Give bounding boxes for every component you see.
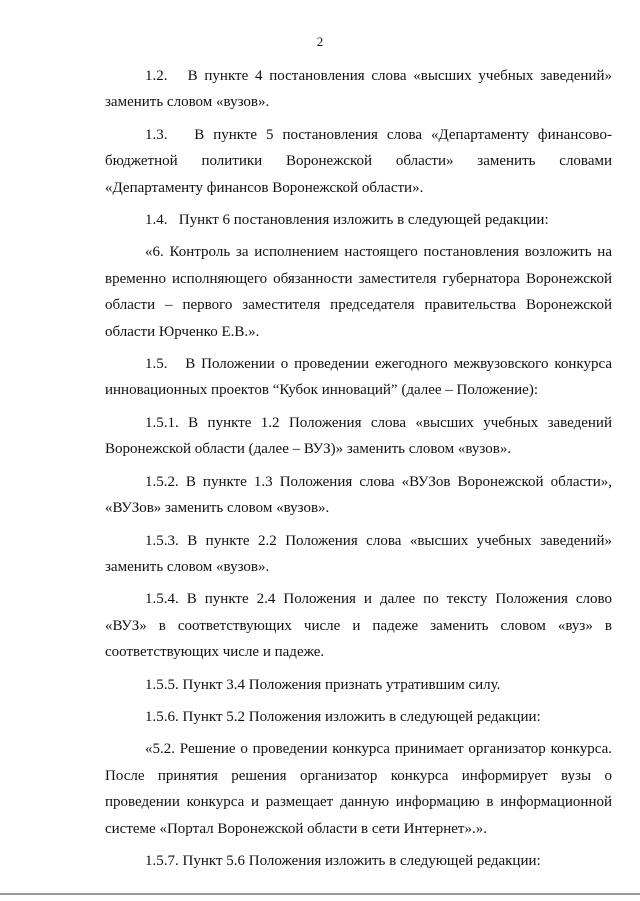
paragraph-1-5-4: 1.5.4. В пункте 2.4 Положения и далее по тексту Положения слово «ВУЗ» в соответствующих числе и падеже заменить словом «вуз» в соответствующих числе и падеже. — [105, 591, 612, 661]
document-body — [105, 63, 612, 880]
paragraph-1-5-5: 1.5.5. Пункт 3.4 Положения признать утратившим силу. — [145, 676, 501, 693]
paragraph-quote-6: «6. Контроль за исполнением настоящего постановления возложить на временно исполняющего обязанности заместителя губернатора Воронежской области – первого заместителя председателя правительства Воронежской области Юрченко Е.В.». — [105, 244, 612, 340]
paragraph-1-5-3: 1.5.3. В пункте 2.2 Положения слова «высших учебных заведений» заменить словом «вузов». — [105, 532, 612, 575]
paragraph-1-4: 1.4. Пункт 6 постановления изложить в следующей редакции: — [145, 212, 549, 229]
paragraph-1-5: 1.5. В Положении о проведении ежегодного межвузовского конкурса инновационных проектов “Кубок инноваций” (далее – Положение): — [105, 356, 612, 399]
paragraph-1-3: 1.3. В пункте 5 постановления слова «Департаменту финансово-бюджетной политики Воронежской области» заменить словами «Департаменту финансов Воронежской области». — [105, 126, 612, 196]
paragraph-1-5-1: 1.5.1. В пункте 1.2 Положения слова «высших учебных заведений Воронежской области (далее – ВУЗ)» заменить словом «вузов». — [105, 414, 612, 458]
paragraph-quote-5-2: «5.2. Решение о проведении конкурса принимает организатор конкурса. После принятия решения организатор конкурса информирует вузы о проведении конкурса и размещает данную информацию в информационной системе «Портал Воронежской области в сети Интернет».». — [105, 741, 612, 837]
paragraph-1-5-7: 1.5.7. Пункт 5.6 Положения изложить в следующей редакции: — [145, 852, 541, 869]
paragraph-1-5-2: 1.5.2. В пункте 1.3 Положения слова «ВУЗов Воронежской области», «ВУЗов» заменить словом «вузов». — [105, 473, 612, 517]
paragraph-1-2: 1.2. В пункте 4 постановления слова «высших учебных заведений» заменить словом «вузов». — [105, 68, 612, 111]
bottom-edge-line — [0, 893, 640, 895]
paragraph-1-5-6: 1.5.6. Пункт 5.2 Положения изложить в следующей редакции: — [145, 708, 541, 725]
page-number: 2 — [316, 34, 324, 49]
